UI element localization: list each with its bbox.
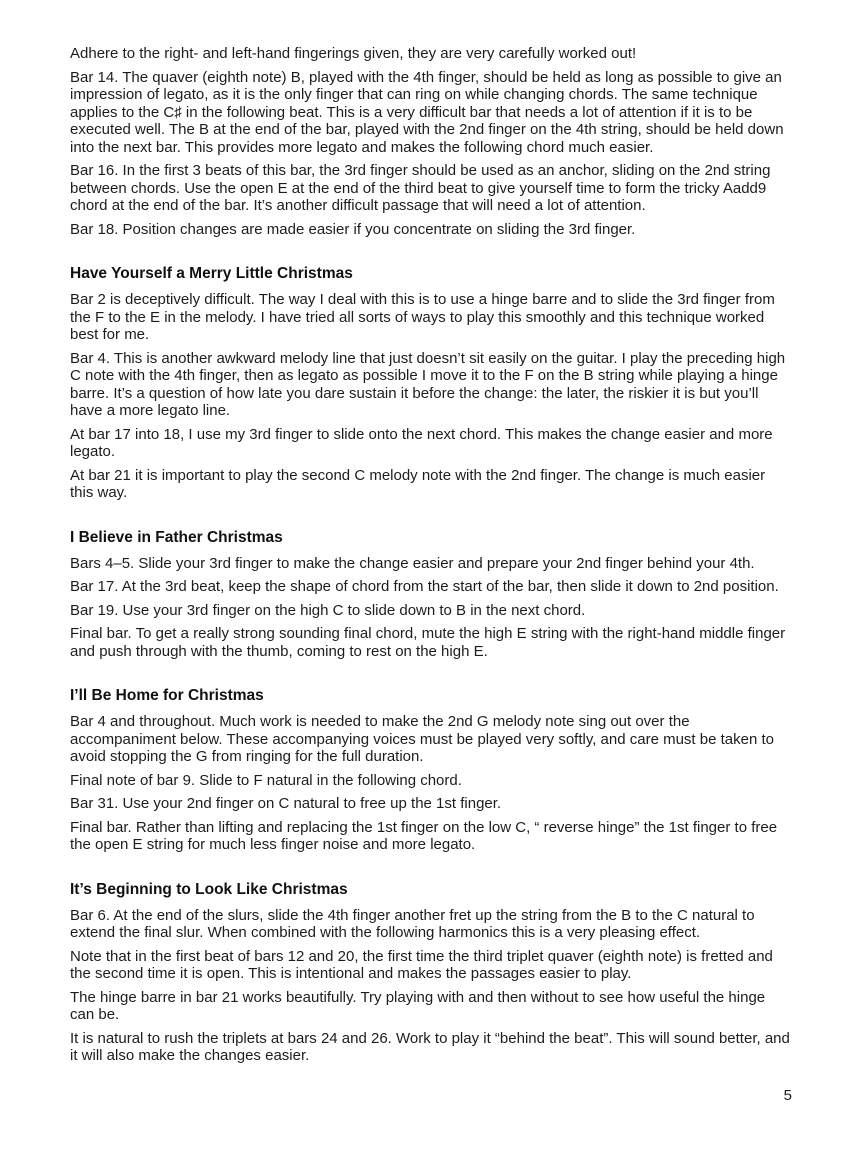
intro-paragraph: Bar 14. The quaver (eighth note) B, played with the 4th finger, should be held as long as possible to give an impression of legato, as it is the only finger that can ring on while changing chords. The same technique applies to the C♯ in the following beat. This is a very difficult bar that needs a lot of attention if it is to be executed well. The B at the end of the bar, played with the 2nd finger on the 4th string, should be held down into the next bar. This provides more legato and makes the following chord much easier. bbox=[70, 68, 784, 156]
section-paragraph: Bar 19. Use your 3rd finger on the high C to slide down to B in the next chord. bbox=[70, 601, 586, 619]
section-paragraph: Bar 2 is deceptively difficult. The way I deal with this is to use a hinge barre and to slide the 3rd finger from the F to the E in the melody. I have tried all sorts of ways to play this smoothly and this technique worked best for me. bbox=[70, 291, 775, 343]
section-title-i-believe: I Believe in Father Christmas bbox=[70, 528, 283, 546]
intro-paragraph: Adhere to the right- and left-hand fingerings given, they are very carefully worked out! bbox=[70, 45, 637, 62]
section-paragraph: At bar 17 into 18, I use my 3rd finger to slide onto the next chord. This makes the change easier and more legato. bbox=[70, 425, 773, 460]
section-paragraph: Final note of bar 9. Slide to F natural in the following chord. bbox=[70, 771, 462, 789]
section-paragraph: Bar 4 and throughout. Much work is needed to make the 2nd G melody note sing out over the accompaniment below. These accompanying voices must be played very softly, and care must be taken to avoid stopping the G from ringing for the full duration. bbox=[70, 713, 774, 765]
page-number: 5 bbox=[783, 1087, 792, 1104]
section-paragraph: Bar 4. This is another awkward melody line that just doesn’t sit easily on the guitar. I play the preceding high C note with the 4th finger, then as legato as possible I move it to the F on the B string while playing a hinge barre. It’s a question of how late you dare sustain it before the change: the later, the riskier it is but you’ll have a more legato line. bbox=[70, 349, 786, 419]
section-title-have-yourself: Have Yourself a Merry Little Christmas bbox=[70, 265, 353, 282]
section-paragraph: Note that in the first beat of bars 12 and 20, the first time the third triplet quaver (eighth note) is fretted and the second time it is open. This is intentional and makes the passages easier to play. bbox=[70, 947, 773, 982]
section-paragraph: Bars 4–5. Slide your 3rd finger to make the change easier and prepare your 2nd finger behind your 4th. bbox=[70, 554, 755, 572]
section-paragraph: Bar 6. At the end of the slurs, slide the 4th finger another fret up the string from the B to the C natural to extend the final slur. When combined with the following harmonics this is a very pleasing effect. bbox=[70, 906, 755, 941]
section-paragraph: Final bar. To get a really strong sounding final chord, mute the high E string with the right-hand middle finger and push through with the thumb, coming to rest on the high E. bbox=[70, 625, 786, 660]
intro-paragraph: Bar 18. Position changes are made easier if you concentrate on sliding the 3rd finger. bbox=[70, 220, 636, 238]
section-paragraph: The hinge barre in bar 21 works beautifully. Try playing with and then without to see how useful the hinge can be. bbox=[70, 988, 766, 1023]
intro-paragraph: Bar 16. In the first 3 beats of this bar, the 3rd finger should be used as an anchor, sliding on the 2nd string between chords. Use the open E at the end of the third beat to give yourself time to form the tricky Aadd9 chord at the end of the bar. It’s another difficult passage that will need a lot of attention. bbox=[70, 162, 771, 214]
section-paragraph: At bar 21 it is important to play the second C melody note with the 2nd finger. The change is much easier this way. bbox=[70, 466, 766, 501]
section-paragraph: It is natural to rush the triplets at bars 24 and 26. Work to play it “behind the beat”. This will sound better, and it will also make the changes easier. bbox=[70, 1029, 790, 1064]
section-paragraph: Final bar. Rather than lifting and replacing the 1st finger on the low C, “ reverse hinge” the 1st finger to free the open E string for much less finger noise and more legato. bbox=[70, 818, 778, 853]
document-content bbox=[70, 45, 792, 1065]
section-paragraph: Bar 31. Use your 2nd finger on C natural to free up the 1st finger. bbox=[70, 795, 502, 812]
section-paragraph: Bar 17. At the 3rd beat, keep the shape of chord from the start of the bar, then slide it down to 2nd position. bbox=[70, 578, 779, 595]
section-title-its-beginning: It’s Beginning to Look Like Christmas bbox=[70, 880, 348, 898]
section-title-ill-be-home: I’ll Be Home for Christmas bbox=[70, 687, 264, 704]
